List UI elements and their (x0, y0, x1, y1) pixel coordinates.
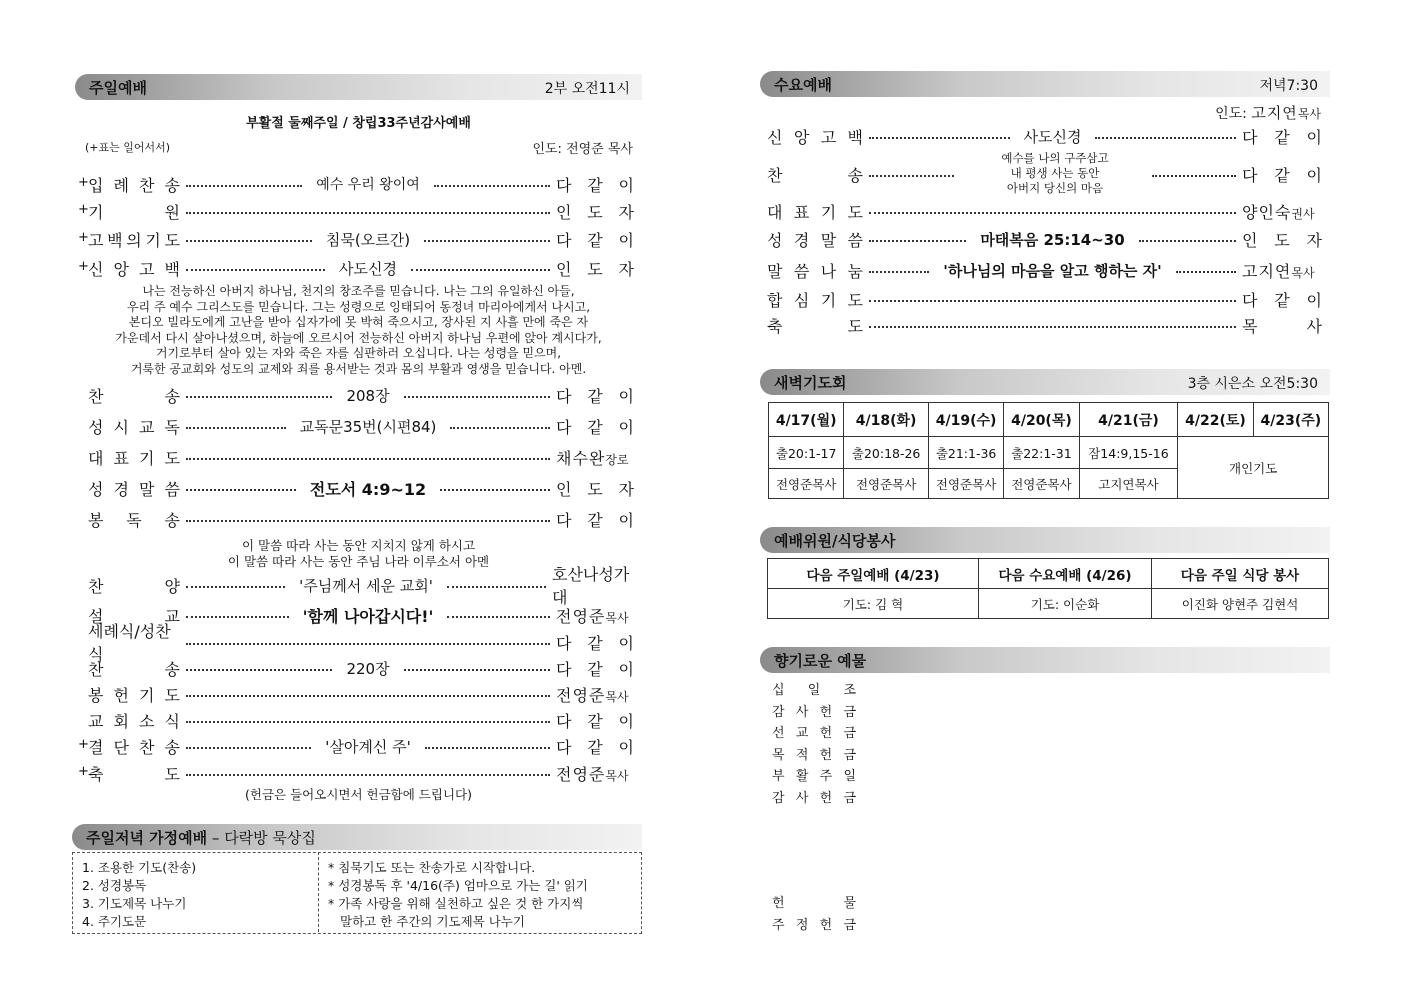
family-step: 3. 기도제목 나누기 (82, 896, 187, 911)
wednesday-title: 수요예배 (774, 76, 832, 94)
order-responsible: 전영준 목사 (556, 685, 629, 705)
order-item: '함께 나아갑시다!' (302, 606, 434, 626)
text-cell: 출20:18-26 (844, 437, 929, 469)
dot-leader (186, 721, 550, 723)
creed-line: 거기로부터 살아 있는 자와 죽은 자를 심판하러 오십니다. 나는 성령을 믿으며, (155, 346, 562, 360)
hymn-line: 내 평생 사는 동안 (1010, 166, 1100, 180)
title-suffix: 장로 (605, 452, 629, 467)
order-label: 대 표 기 도 (88, 448, 180, 468)
day-cell: 4/20(목) (1004, 403, 1079, 437)
dot-leader (186, 520, 550, 522)
order-responsible: 인 도 자 (556, 202, 634, 222)
offering-item: 감 사 헌 금 (772, 704, 856, 720)
family-step: 2. 성경봉독 (82, 878, 147, 893)
creed-line: 본디오 빌라도에게 고난을 받아 십자가에 못 박혀 죽으시고, 장사된 지 사흘 만에 죽은 자 (128, 315, 589, 329)
order-row (88, 476, 634, 500)
dot-leader (186, 396, 332, 398)
order-responsible: 인 도 자 (1242, 230, 1322, 250)
day-cell: 4/23(주) (1253, 403, 1328, 437)
committee-value-row (768, 589, 1329, 619)
order-item: 침묵(오르간) (325, 230, 411, 249)
order-row (88, 761, 634, 785)
order-item: 마태복음 25:14~30 (980, 230, 1125, 249)
order-label: 교 회 소 식 (88, 711, 180, 731)
order-row (767, 258, 1322, 282)
text-cell: 출22:1-31 (1004, 437, 1079, 469)
offering-item: 선 교 헌 금 (772, 726, 856, 741)
hymn-line: 예수를 나의 구주삼고 (1001, 151, 1109, 165)
wednesday-time: 저녁7:30 (1259, 78, 1318, 94)
dot-leader (434, 185, 550, 187)
order-label: 입 례 찬 송 (88, 175, 180, 195)
dawn-table (768, 402, 1329, 499)
song-line: 이 말씀 따라 사는 동안 지치지 않게 하시고 (241, 538, 476, 553)
standing-mark: + (78, 764, 89, 779)
order-item: 사도신경 (1023, 127, 1082, 146)
order-item: '주님께서 세운 교회' (299, 576, 433, 595)
order-label: 신 앙 고 백 (88, 259, 180, 279)
dot-leader (1176, 271, 1236, 273)
order-responsible: 목 사 (1242, 316, 1322, 336)
order-row (767, 313, 1322, 337)
sunday-header (75, 74, 642, 100)
order-label: 성 시 교 독 (88, 417, 180, 437)
committee-value: 이진화 양현주 김현석 (1152, 589, 1329, 619)
committee-value: 기도: 김 혁 (768, 589, 979, 619)
offering-item: 부 활 주 일 (772, 769, 856, 784)
dawn-info: 3층 시은소 오전5:30 (1187, 376, 1318, 392)
dot-leader (186, 616, 289, 618)
order-label: 찬 송 (88, 659, 180, 679)
family-step: 4. 주기도문 (82, 914, 147, 929)
family-header (72, 824, 642, 850)
order-label: 축 도 (88, 764, 180, 784)
dot-leader (186, 427, 286, 429)
committee-header-row (768, 559, 1329, 589)
dot-leader (424, 240, 550, 242)
standing-mark: + (78, 737, 89, 752)
text-cell: 출21:1-36 (928, 437, 1003, 469)
order-label: 성 경 말 씀 (88, 479, 180, 499)
order-responsible: 다 같 이 (556, 711, 634, 731)
family-divider (318, 852, 319, 932)
creed-line: 거룩한 공교회와 성도의 교제와 죄를 용서받는 것과 몸의 부활과 영생을 믿습니다. 아멘. (130, 361, 587, 376)
leader-cell: 전영준목사 (844, 469, 929, 499)
dot-leader (411, 269, 550, 271)
sunday-leader: 인도: 전영준 목사 (532, 142, 633, 157)
order-row (767, 227, 1322, 251)
order-item: '하나님의 마음을 알고 행하는 자' (943, 261, 1162, 280)
order-responsible: 다 같 이 (556, 510, 634, 530)
dawn-header (760, 369, 1330, 395)
committee-head: 다음 주일예배 (4/23) (768, 559, 979, 589)
standing-mark: + (78, 230, 89, 245)
order-responsible: 다 같 이 (556, 175, 635, 195)
leader-label: 인도: (1215, 106, 1252, 122)
offering-note: (헌금은 들어오시면서 헌금함에 드립니다) (245, 787, 472, 802)
committee-header (760, 527, 1330, 553)
dawn-text-row (769, 437, 1329, 469)
order-responsible: 다 같 이 (556, 417, 635, 437)
order-label: 합 심 기 도 (767, 290, 863, 310)
order-label: 기 원 (88, 202, 180, 222)
order-responsible: 다 같 이 (1242, 165, 1322, 185)
order-responsible: 양인숙 권사 (1242, 202, 1315, 222)
committee-title: 예배위원/식당봉사 (774, 532, 896, 550)
order-item: 교독문35번(시편84) (299, 417, 437, 436)
order-row (88, 383, 634, 407)
order-label: 고 백 의 기 도 (88, 230, 180, 250)
title-suffix: 목사 (605, 610, 629, 625)
dot-leader (186, 695, 550, 697)
order-item: 208장 (346, 386, 390, 405)
order-label: 찬 양 (88, 576, 180, 596)
dot-leader (404, 396, 550, 398)
dot-leader (186, 669, 332, 671)
dawn-title: 새벽기도회 (774, 374, 847, 392)
dot-leader (450, 427, 550, 429)
dot-leader (869, 326, 1236, 328)
order-responsible: 인 도 자 (556, 479, 634, 499)
leader-cell: 전영준목사 (1004, 469, 1079, 499)
day-cell: 4/19(수) (928, 403, 1003, 437)
personal-prayer-cell: 개인기도 (1178, 437, 1329, 499)
dot-leader (869, 137, 1010, 139)
order-label: 봉 헌 기 도 (88, 685, 180, 705)
wednesday-leader (1215, 102, 1321, 123)
day-cell: 4/18(화) (844, 403, 929, 437)
dot-leader (869, 175, 954, 177)
dot-leader (404, 669, 550, 671)
order-label: 찬 송 (767, 165, 863, 185)
order-row (767, 199, 1322, 223)
wed-hymn-lines (985, 151, 1125, 196)
sunday-subtitle: 부활절 둘째주일 / 창립33주년감사예배 (246, 116, 471, 131)
order-responsible: 인 도 자 (556, 259, 634, 279)
order-label: 세례식/성찬식 (88, 622, 171, 664)
order-row (88, 414, 634, 438)
dot-leader (447, 616, 550, 618)
order-responsible: 다 같 이 (556, 659, 634, 679)
offering-item: 헌 물 (772, 896, 856, 911)
order-responsible: 다 같 이 (556, 386, 634, 406)
order-responsible: 다 같 이 (556, 230, 634, 250)
offering-item: 십 일 조 (772, 683, 856, 698)
committee-head: 다음 수요예배 (4/26) (979, 559, 1152, 589)
standing-mark: + (78, 259, 89, 274)
dot-leader (186, 240, 312, 242)
dot-leader (186, 212, 550, 214)
order-label: 찬 송 (88, 386, 180, 406)
order-label: 말 씀 나 눔 (767, 261, 863, 281)
song-line: 이 말씀 따라 사는 동안 주님 나라 이루소서 아멘 (227, 553, 490, 569)
family-title: 주일저녁 가정예배 (86, 829, 208, 847)
order-row (88, 172, 634, 196)
order-row (767, 124, 1322, 148)
order-label: 대 표 기 도 (767, 202, 863, 222)
order-item: '살아계신 주' (325, 737, 411, 756)
day-cell: 4/22(토) (1178, 403, 1253, 437)
dot-leader (186, 185, 302, 187)
dot-leader (186, 458, 550, 460)
sunday-title: 주일예배 (89, 79, 147, 97)
order-item: 220장 (346, 659, 390, 678)
order-label: 축 도 (767, 316, 863, 336)
title-suffix: 목사 (1291, 265, 1315, 280)
wednesday-header (760, 71, 1330, 97)
family-note: * 침묵기도 또는 찬송가로 시작합니다. (328, 860, 536, 875)
family-step: 1. 조용한 기도(찬송) (82, 860, 197, 875)
order-responsible: 다 같 이 (1242, 290, 1322, 310)
dot-leader (186, 774, 550, 776)
order-row (88, 256, 634, 280)
order-responsible: 다 같 이 (1242, 127, 1322, 147)
standing-mark: + (78, 175, 89, 190)
standing-mark: + (78, 202, 89, 217)
family-note: * 가족 사랑을 위해 실천하고 싶은 것 한 가지씩 (328, 896, 584, 911)
order-item: 예수 우리 왕이여 (316, 177, 420, 193)
dot-leader (447, 586, 546, 588)
order-responsible: 채수완 장로 (556, 448, 629, 468)
dot-leader (186, 269, 325, 271)
dot-leader (1095, 137, 1236, 139)
order-row (88, 199, 634, 223)
dot-leader (1139, 240, 1236, 242)
order-row (88, 656, 634, 680)
day-cell: 4/21(금) (1079, 403, 1178, 437)
offering-item: 목 적 헌 금 (772, 747, 856, 763)
family-sub: – 다락방 묵상집 (207, 829, 316, 847)
dot-leader (869, 212, 1236, 214)
dot-leader (186, 643, 550, 645)
order-label: 신 앙 고 백 (767, 127, 863, 147)
offering-item: 감 사 헌 금 (772, 790, 856, 806)
creed-line: 가운데서 다시 살아나셨으며, 하늘에 오르시어 전능하신 아버지 하나님 우편에 앉아 계시다가, (115, 330, 602, 345)
order-responsible: 다 같 이 (556, 737, 634, 757)
creed-line: 나는 전능하신 아버지 하나님, 천지의 창조주를 믿습니다. 나는 그의 유일하신 아들, (142, 284, 575, 298)
dot-leader (869, 240, 966, 242)
leader-cell: 전영준목사 (769, 469, 844, 499)
dot-leader (869, 271, 929, 273)
order-row (767, 287, 1322, 311)
dot-leader (425, 747, 550, 749)
order-label: 결 단 찬 송 (88, 737, 180, 757)
leader-cell: 전영준목사 (928, 469, 1003, 499)
committee-value: 기도: 이순화 (979, 589, 1152, 619)
title-suffix: 권사 (1291, 206, 1315, 221)
order-row (88, 734, 634, 758)
offering-item: 주 정 헌 금 (772, 918, 856, 933)
order-item: 사도신경 (339, 259, 397, 278)
dot-leader (869, 300, 1236, 302)
family-note: 말하고 한 주간의 기도제목 나누기 (340, 914, 525, 929)
dawn-days-row (769, 403, 1329, 437)
text-cell: 잠14:9,15-16 (1079, 437, 1178, 469)
order-responsible: 고지연 목사 (1242, 261, 1315, 281)
order-row (88, 445, 634, 469)
day-cell: 4/17(월) (769, 403, 844, 437)
creed-line: 우리 주 예수 그리스도를 믿습니다. 그는 성령으로 잉태되어 동정녀 마리아에게서 나시고, (126, 299, 591, 314)
dot-leader (1152, 175, 1237, 177)
committee-table (767, 558, 1329, 619)
order-label: 성 경 말 씀 (767, 230, 863, 250)
family-note: * 성경봉독 후 '4/16(주) 엄마으로 가는 길' 읽기 (328, 878, 588, 893)
order-row (88, 507, 634, 531)
text-cell: 출20:1-17 (769, 437, 844, 469)
offerings-title: 향기로운 예물 (774, 652, 867, 670)
order-row (88, 682, 634, 706)
order-label: 봉 독 송 (88, 510, 180, 530)
leader-cell: 고지연목사 (1079, 469, 1178, 499)
dot-leader (186, 489, 296, 491)
order-responsible: 전영준 목사 (556, 606, 629, 626)
order-responsible: 호산나성가대 (552, 565, 630, 607)
order-row (88, 565, 634, 607)
stand-note: (+표는 일어서서) (85, 141, 171, 154)
order-item: 전도서 4:9~12 (309, 479, 427, 499)
title-suffix: 목사 (605, 768, 629, 783)
title-suffix: 목사 (605, 689, 629, 704)
order-row (88, 708, 634, 732)
dot-leader (186, 586, 285, 588)
dot-leader (440, 489, 550, 491)
dot-leader (186, 747, 311, 749)
leader-name: 고지연 (1251, 104, 1298, 122)
order-responsible: 다 같 이 (556, 633, 634, 653)
leader-suffix: 목사 (1297, 107, 1321, 121)
hymn-line: 아버지 당신의 마음 (1006, 181, 1104, 195)
order-label: 설 교 (88, 606, 180, 626)
committee-head: 다음 주일 식당 봉사 (1152, 559, 1329, 589)
order-responsible: 전영준 목사 (556, 764, 629, 784)
order-row (88, 227, 634, 251)
order-row (88, 622, 634, 664)
sunday-time: 2부 오전11시 (544, 81, 630, 97)
offerings-header (760, 647, 1330, 673)
